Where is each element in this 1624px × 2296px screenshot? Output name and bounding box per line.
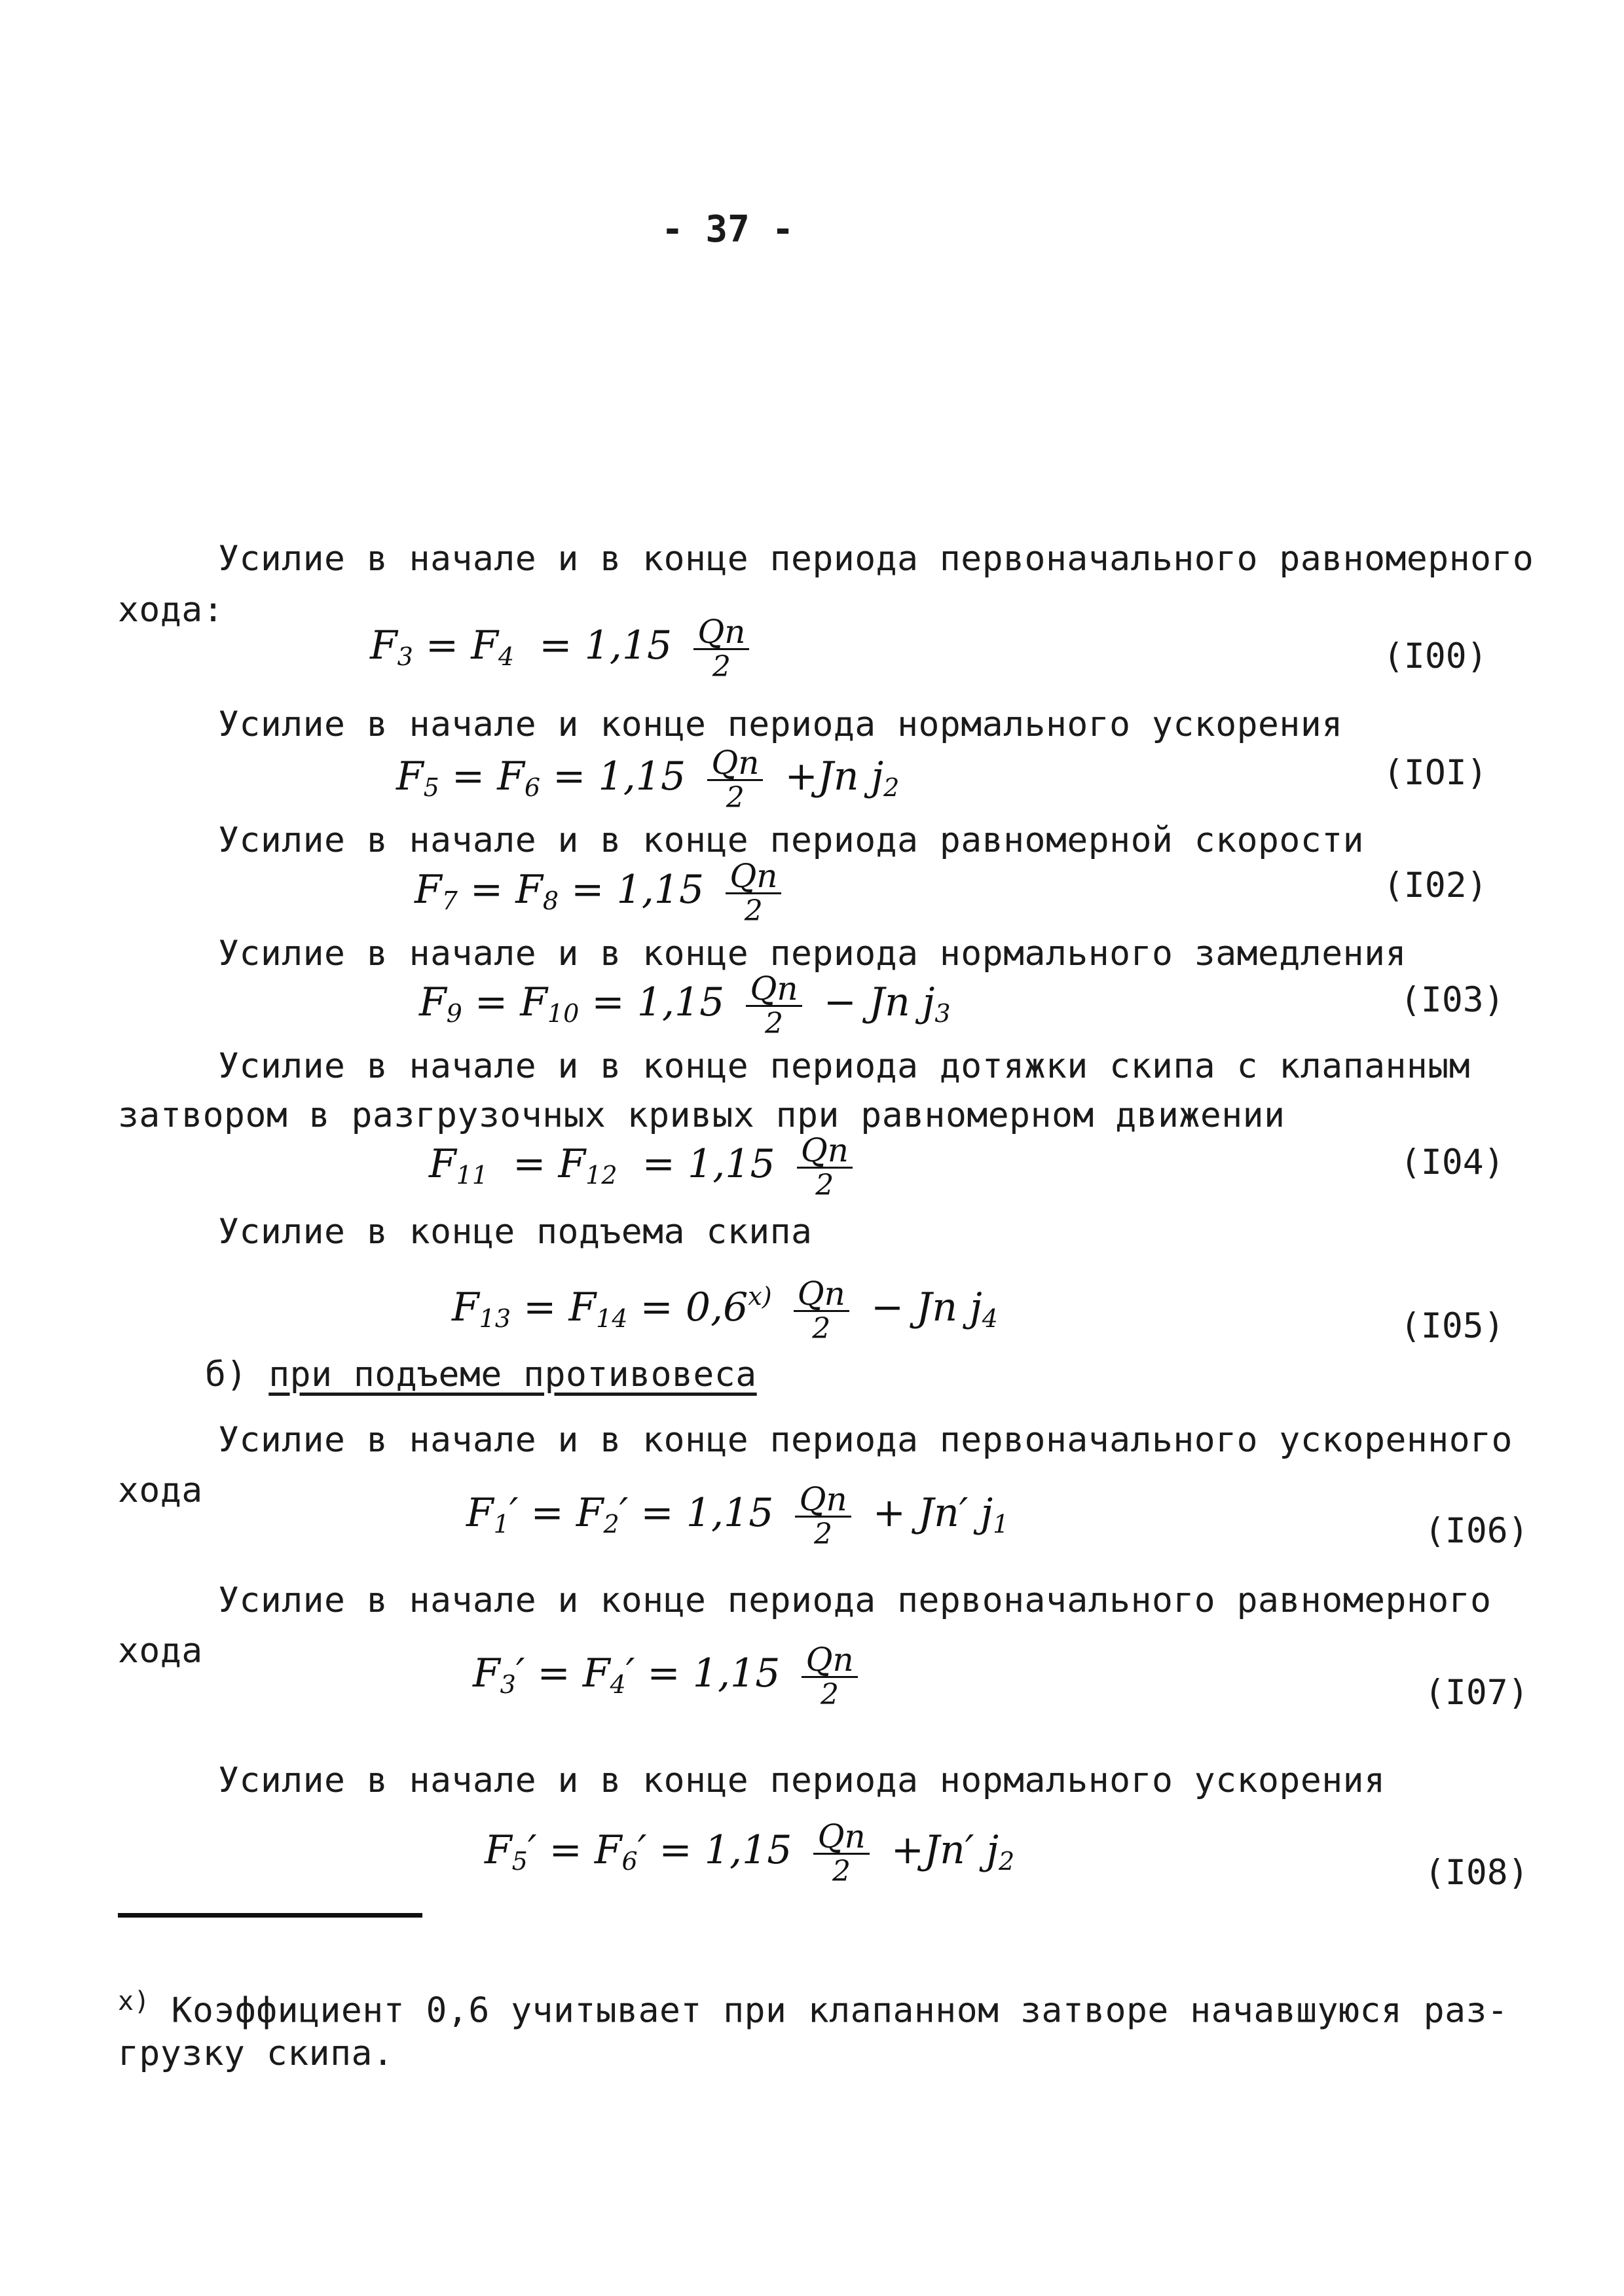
paragraph-text: хода: <box>118 590 225 630</box>
formula-105: $F_{13} = F_{14} = 0,6^{x)}$ $\frac{Qп}{2}$ − Jп $j_4$ <box>452 1274 998 1345</box>
equation-number: (I03) <box>1400 980 1505 1020</box>
formula-104: $F_{11} = F_{12} = 1,15$ $\frac{Qп}{2}$ <box>429 1134 862 1205</box>
formula-107: $F_3' = F_4' = 1,15$ $\frac{Qп}{2}$ <box>473 1643 867 1714</box>
footnote-text: Коэффициент 0,6 учитывает при клапанном затворе начавшуюся раз- <box>171 1990 1509 2031</box>
paragraph-text: хода <box>118 1631 203 1671</box>
paragraph-text: Усилие в начале и конце периода первоначального равномерного <box>218 1580 1492 1620</box>
equation-number: (I06) <box>1424 1511 1529 1551</box>
footnote-line: грузку скипа. <box>118 2033 394 2073</box>
paragraph-text: Усилие в начале и в конце периода нормального замедления <box>218 934 1407 974</box>
page-number: - 37 - <box>661 208 794 251</box>
paragraph-text: затвором в разгрузочных кривых при равномерном движении <box>118 1095 1285 1135</box>
paragraph-text: Усилие в начале и в конце периода равномерной скорости <box>218 820 1365 860</box>
paragraph-text: Усилие в начале и в конце периода первоначального ускоренного <box>218 1420 1513 1460</box>
equation-number: (I07) <box>1424 1673 1529 1713</box>
equation-number: (I05) <box>1400 1306 1505 1346</box>
formula-106: $F_1' = F_2' = 1,15$ $\frac{Qп}{2}$ + Jп′ $j_1$ <box>466 1480 1009 1551</box>
formula-103: $F_9 = F_{10} = 1,15$ $\frac{Qп}{2}$ − Jп $j_3$ <box>419 970 951 1040</box>
paragraph-text: хода <box>118 1470 203 1510</box>
formula-108: $F_5' = F_6' = 1,15$ $\frac{Qп}{2}$ +Jп′ $j_2$ <box>485 1817 1015 1888</box>
section-marker: б) <box>205 1355 248 1394</box>
formula-100: $F_3 = F_4 = 1,15$ $\frac{Qп}{2}$ <box>370 615 758 686</box>
equation-number: (I04) <box>1400 1142 1505 1182</box>
equation-number: (I02) <box>1383 866 1488 905</box>
section-title: при подъеме противовеса <box>268 1355 757 1394</box>
equation-number: (IOI) <box>1383 753 1488 793</box>
paragraph-text: Усилие в начале и в конце периода дотяжки скипа с клапанным <box>218 1046 1471 1086</box>
footnote-separator <box>118 1913 422 1918</box>
formula-102: $F_7 = F_8 = 1,15$ $\frac{Qп}{2}$ <box>415 860 790 930</box>
equation-number: (I08) <box>1424 1853 1529 1893</box>
paragraph-text: Усилие в начале и в конце периода первоначального равномерного <box>218 539 1534 579</box>
footnote-marker: x) <box>118 1986 151 2016</box>
paragraph-text: Усилие в начале и конце периода нормального ускорения <box>218 704 1343 744</box>
paragraph-text: Усилие в начале и в конце периода нормального ускорения <box>218 1760 1386 1800</box>
paragraph-text: Усилие в конце подъема скипа <box>218 1212 813 1252</box>
formula-101: $F_5 = F_6 = 1,15$ $\frac{Qп}{2}$ +Jп $j_2$ <box>396 744 900 814</box>
equation-number: (I00) <box>1383 636 1488 676</box>
section-heading <box>205 1354 757 1396</box>
footnote-line <box>118 1980 1508 2032</box>
